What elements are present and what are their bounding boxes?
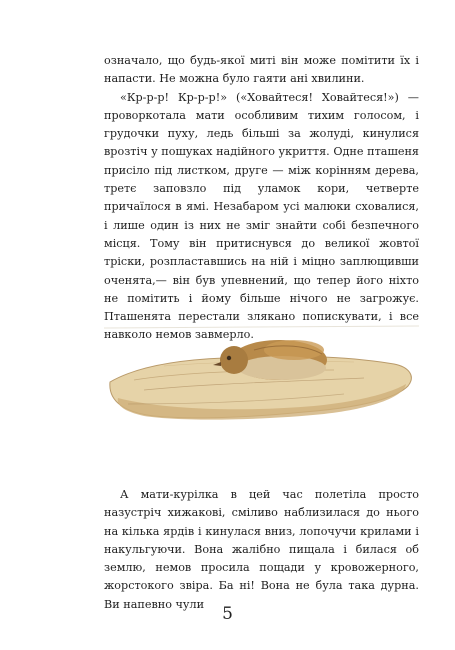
paragraph-continuation: означало, що будь-якої миті він може помітити їх і напасти. Не можна було гаяти ані хвилини. xyxy=(104,54,419,86)
chick-on-wood-illustration xyxy=(104,320,419,430)
page-number: 5 xyxy=(222,604,233,624)
paragraph-call-to-hide: «Кр-р-р! Кр-р-р!» («Ховайтеся! Ховайтеся!») — проворкотала мати особливим тихим голосом, і грудочки пуху, ледь більші за жолуді, кинулися врозтіч у пошуках надійного укриття. Одне пташеня присіло під листком, друге — між корінням дерева, третє заповзло під уламок кори, четверте причаїлося в ямі. Незабаром усі малюки сховалися, і лише один із них не зміг знайти собі безпечного місця. Тому він притиснувся до великої жовтої тріски, розпластавшись на ній і міцно заплющивши оченята,— він був упевнений, що тепер його ніхто не помітить і йому більше нічого не загрожує. Пташенята перестали злякано попискувати, і все навколо немов завмерло. xyxy=(104,90,419,342)
text-block-bottom xyxy=(104,486,419,614)
ground-line xyxy=(104,326,419,328)
paragraph-mother-distraction: А мати-курілка в цей час полетіла просто назустріч хижакові, сміливо наблизилася до нього на кілька ярдів і кинулася вниз, лопочучи крилами і накульгуючи. Вона жалібно пищала і билася об землю, немов просила пощади у кровожерного, жорстокого звіра. Ба ні! Вона не була така дурна. Ви напевно чули xyxy=(104,488,419,611)
chick-eye xyxy=(227,356,231,360)
text-block-top xyxy=(104,52,419,345)
